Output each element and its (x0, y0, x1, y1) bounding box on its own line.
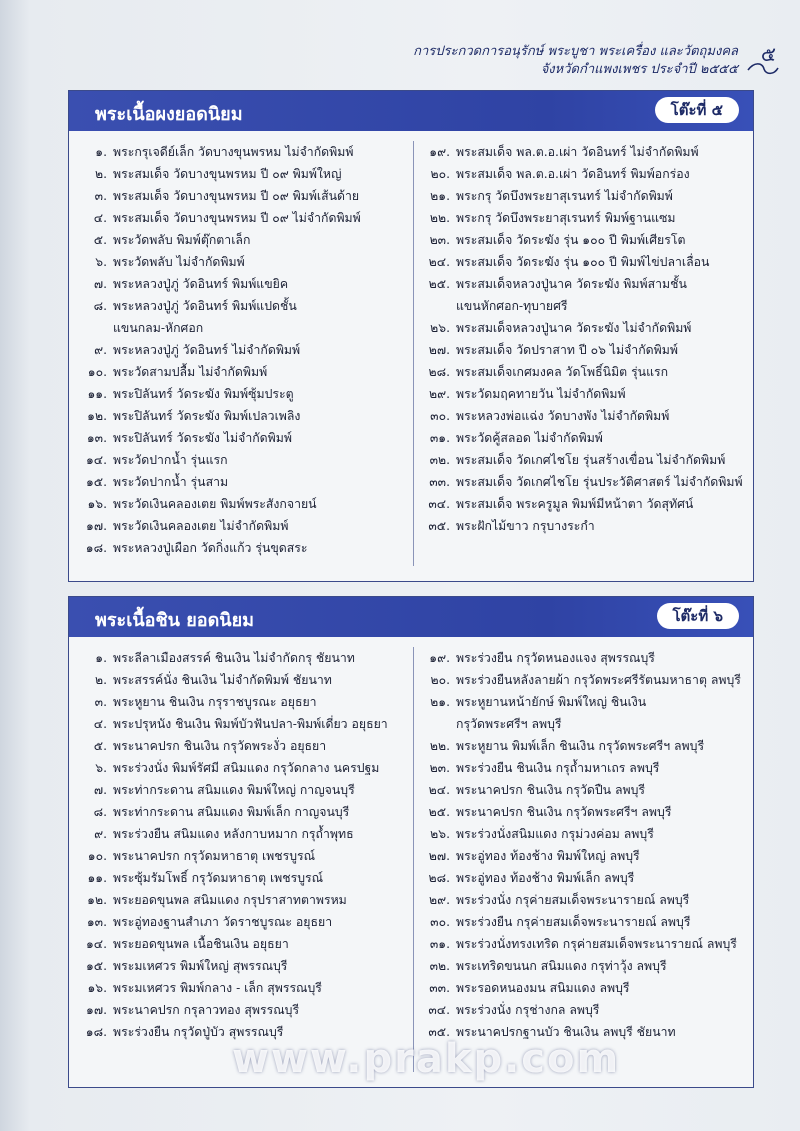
header-event-subtitle: จังหวัดกำแพงเพชร ประจำปี ๒๕๕๕ (540, 62, 738, 77)
list-item (420, 493, 756, 515)
item-text: พระวัดเงินคลองเตย พิมพ์พระสังกจายน์ (113, 497, 317, 511)
list-item (77, 823, 397, 845)
section-title: พระเนื้อผงยอดนิยม (95, 104, 243, 125)
list-item (77, 295, 397, 339)
list-item (77, 757, 397, 779)
left-column (77, 141, 397, 559)
item-number: ๑. (95, 145, 107, 159)
list-item (77, 383, 397, 405)
item-number: ๑๖. (87, 981, 107, 995)
list-item (420, 471, 756, 493)
item-number: ๑๗. (86, 1003, 107, 1017)
item-number: ๑๑. (87, 871, 107, 885)
item-number: ๓๔. (428, 1003, 450, 1017)
item-number: ๒๗. (428, 849, 450, 863)
item-number: ๓๑. (429, 431, 450, 445)
item-text: พระหลวงปู่ภู่ วัดอินทร์ พิมพ์แขยิค (113, 277, 289, 291)
list-item (420, 735, 756, 757)
page-number: ๕ (760, 42, 776, 66)
item-number: ๔. (93, 211, 107, 225)
item-text: พระสมเด็จ วัดปราสาท ปี ๐๖ ไม่จำกัดพิมพ์ (456, 343, 678, 357)
list-item (77, 339, 397, 361)
list-item (420, 207, 756, 229)
item-number: ๓๓. (429, 475, 450, 489)
list-item (77, 471, 397, 493)
list-item (77, 449, 397, 471)
item-text: พระนาคปรก กรุลาวทอง สุพรรณบุรี (113, 1003, 300, 1017)
item-text: พระร่วงยืน ชินเงิน กรุถ้ำมหาเถร ลพบุรี (456, 761, 660, 775)
item-number: ๒๘. (428, 871, 450, 885)
item-text: พระรอดหนองมน สนิมแดง ลพบุรี (456, 981, 630, 995)
item-number: ๒๐. (430, 167, 450, 181)
list-item (77, 713, 397, 735)
item-number: ๔. (93, 717, 107, 731)
item-number: ๑๕. (85, 475, 107, 489)
item-number: ๑๑. (87, 387, 107, 401)
section-header (69, 597, 753, 637)
item-number: ๓๐. (430, 409, 450, 423)
item-text: พระนาคปรก ชินเงิน กรุวัดปืน ลพบุรี (456, 783, 646, 797)
item-text: พระเทริดขนนก สนิมแดง กรุท่าวุ้ง ลพบุรี (456, 959, 667, 973)
list-item (77, 163, 397, 185)
list-item (420, 229, 756, 251)
item-number: ๑๓. (86, 431, 107, 445)
item-number: ๒. (94, 673, 107, 687)
list-item (420, 867, 756, 889)
item-number: ๑๒. (87, 409, 107, 423)
item-number: ๑๘. (85, 1025, 107, 1039)
item-number: ๓. (94, 695, 107, 709)
item-number: ๒๙. (428, 893, 450, 907)
item-text: พระหลวงพ่อแฉ่ง วัดบางพัง ไม่จำกัดพิมพ์ (456, 409, 670, 423)
list-item (420, 449, 756, 471)
list-item (77, 647, 397, 669)
item-text: พระวัดเงินคลองเตย ไม่จำกัดพิมพ์ (113, 519, 289, 533)
item-number: ๓๕. (428, 519, 450, 533)
item-number: ๒๑. (430, 189, 450, 203)
item-number: ๒๖. (430, 827, 450, 841)
item-number: ๒๓. (429, 761, 450, 775)
item-text: พระร่วงนั่ง พิมพ์รัศมี สนิมแดง กรุวัดกลาง นครปฐม (113, 761, 380, 775)
list-item (77, 229, 397, 251)
item-text: พระร่วงยืน กรุค่ายสมเด็จพระนารายณ์ ลพบุรี (456, 915, 691, 929)
list-item (77, 537, 397, 559)
item-text: พระนาคปรกฐานบัว ชินเงิน ลพบุรี ชัยนาท (456, 1025, 676, 1039)
list-item (420, 185, 756, 207)
item-text: พระหูยานหน้ายักษ์ พิมพ์ใหญ่ ชินเงิน (456, 695, 647, 709)
item-text: พระสมเด็จ พระครูมูล พิมพ์มีหน้าตา วัดสุทัศน์ (456, 497, 694, 511)
item-number: ๖. (95, 255, 107, 269)
item-text: พระสมเด็จ วัดเกศไชโย รุ่นสร้างเขื่อน ไม่จำกัดพิมพ์ (456, 453, 726, 467)
list-item (77, 691, 397, 713)
item-text: พระร่วงยืน กรุวัดหนองแจง สุพรรณบุรี (456, 651, 655, 665)
list-item (420, 801, 756, 823)
item-text: พระร่วงยืน กรุวัดปู่บัว สุพรรณบุรี (113, 1025, 284, 1039)
item-text: พระวัดมฤคทายวัน ไม่จำกัดพิมพ์ (456, 387, 626, 401)
item-number: ๒๔. (428, 255, 450, 269)
item-text: พระสมเด็จ วัดระฆัง รุ่น ๑๐๐ ปี พิมพ์ไข่ปลาเลื่อน (456, 255, 710, 269)
item-number: ๒๒. (429, 739, 450, 753)
list-item (77, 779, 397, 801)
item-number: ๒๑. (430, 695, 450, 709)
item-text-continuation: กรุวัดพระศรีฯ ลพบุรี (456, 717, 562, 731)
item-number: ๑๙. (429, 145, 450, 159)
item-text: พระลีลาเมืองสรรค์ ชินเงิน ไม่จำกัดกรุ ชัยนาท (113, 651, 355, 665)
list-item (77, 889, 397, 911)
list-item (77, 207, 397, 229)
item-text: พระวัดพลับ ไม่จำกัดพิมพ์ (113, 255, 245, 269)
item-number: ๖. (95, 761, 107, 775)
item-text-continuation: แขนกลม-หักศอก (113, 321, 204, 335)
list-item (420, 977, 756, 999)
list-item (77, 977, 397, 999)
item-number: ๘. (93, 805, 107, 819)
item-number: ๓๐. (430, 915, 450, 929)
item-number: ๑๔. (85, 453, 107, 467)
item-text: พระท่ากระดาน สนิมแดง พิมพ์เล็ก กาญจนบุรี (113, 805, 350, 819)
list-item (77, 141, 397, 163)
item-number: ๒๘. (428, 365, 450, 379)
item-number: ๙. (94, 343, 107, 357)
list-item (420, 317, 756, 339)
list-item (77, 955, 397, 977)
list-item (77, 515, 397, 537)
list-item (77, 801, 397, 823)
item-text: พระหลวงปู่เผือก วัดกิ่งแก้ว รุ่นขุดสระ (113, 541, 308, 555)
list-item (420, 845, 756, 867)
item-text: พระกรุเจดีย์เล็ก วัดบางขุนพรหม ไม่จำกัดพิมพ์ (113, 145, 354, 159)
item-number: ๗. (93, 783, 107, 797)
list-item (77, 867, 397, 889)
item-number: ๕. (93, 233, 107, 247)
list-item (420, 383, 756, 405)
item-text: พระวัดสามปลื้ม ไม่จำกัดพิมพ์ (113, 365, 268, 379)
item-text: พระร่วงนั่งทรงเทริด กรุค่ายสมเด็จพระนารายณ์ ลพบุรี (456, 937, 737, 951)
item-number: ๑๕. (85, 959, 107, 973)
list-item (420, 823, 756, 845)
list-item (420, 361, 756, 383)
item-number: ๑๔. (85, 937, 107, 951)
list-item (77, 493, 397, 515)
item-text: พระร่วงยืนหลังลายผ้า กรุวัดพระศรีรัตนมหาธาตุ ลพบุรี (456, 673, 741, 687)
list-item (77, 735, 397, 757)
item-text: พระมเหศวร พิมพ์กลาง - เล็ก สุพรรณบุรี (113, 981, 322, 995)
item-text: พระปิลันทร์ วัดระฆัง ไม่จำกัดพิมพ์ (113, 431, 292, 445)
item-number: ๑. (95, 651, 107, 665)
item-number: ๓. (94, 189, 107, 203)
item-number: ๓๕. (428, 1025, 450, 1039)
item-text: พระสมเด็จ วัดบางขุนพรหม ปี ๐๙ พิมพ์ใหญ่ (113, 167, 342, 181)
list-item (77, 185, 397, 207)
item-number: ๑๙. (429, 651, 450, 665)
item-number: ๑๓. (86, 915, 107, 929)
item-number: ๒๗. (428, 343, 450, 357)
item-text: พระท่ากระดาน สนิมแดง พิมพ์ใหญ่ กาญจนบุรี (113, 783, 355, 797)
list-item (420, 427, 756, 449)
list-item (420, 955, 756, 977)
list-item (420, 163, 756, 185)
item-number: ๑๒. (87, 893, 107, 907)
section-table-6 (68, 596, 754, 1088)
table-number-badge: โต๊ะที่ ๖ (657, 603, 740, 629)
item-text: พระวัดปากน้ำ รุ่นแรก (113, 453, 228, 467)
list-item (420, 251, 756, 273)
item-number: ๑๐. (87, 365, 107, 379)
item-text: พระร่วงนั่ง กรุช่างกล ลพบุรี (456, 1003, 600, 1017)
list-item (77, 911, 397, 933)
item-text: พระยอดขุนพล เนื้อชินเงิน อยุธยา (113, 937, 289, 951)
item-text: พระร่วงนั่งสนิมแดง กรุม่วงค่อม ลพบุรี (456, 827, 654, 841)
item-number: ๒๖. (430, 321, 450, 335)
item-text: พระซุ้มรัมโพธิ์ กรุวัดมหาธาตุ เพชรบูรณ์ (113, 871, 324, 885)
item-text: พระสมเด็จเกศมงคล วัดโพธิ์นิมิต รุ่นแรก (456, 365, 669, 379)
list-item (77, 427, 397, 449)
item-text: พระปิลันทร์ วัดระฆัง พิมพ์เปลวเพลิง (113, 409, 301, 423)
item-number: ๒๕. (428, 277, 450, 291)
item-text: พระสมเด็จ วัดระฆัง รุ่น ๑๐๐ ปี พิมพ์เศียรโต (456, 233, 686, 247)
list-item (420, 889, 756, 911)
item-text: พระสมเด็จหลวงปู่นาค วัดระฆัง พิมพ์สามชั้น (456, 277, 687, 291)
ornament-swirl-icon (746, 60, 780, 78)
item-text: พระอู่ทอง ท้องช้าง พิมพ์เล็ก ลพบุรี (456, 871, 635, 885)
list-item (420, 273, 756, 317)
item-number: ๒๓. (429, 233, 450, 247)
item-number: ๒๔. (428, 783, 450, 797)
table-number-badge: โต๊ะที่ ๕ (655, 97, 739, 123)
item-text: พระกรุ วัดบึงพระยาสุเรนทร์ ไม่จำกัดพิมพ์ (456, 189, 673, 203)
header-event-title: การประกวดการอนุรักษ์ พระบูชา พระเครื่อง และวัตถุมงคล (413, 44, 738, 59)
item-text: พระวัดปากน้ำ รุ่นสาม (113, 475, 229, 489)
item-text: พระวัดคู้สลอด ไม่จำกัดพิมพ์ (456, 431, 603, 445)
item-number: ๑๐. (87, 849, 107, 863)
list-item (420, 669, 756, 691)
item-number: ๓๑. (429, 937, 450, 951)
item-number: ๙. (94, 827, 107, 841)
item-text: พระปิลันทร์ วัดระฆัง พิมพ์ซุ้มประตู (113, 387, 294, 401)
list-item (77, 845, 397, 867)
item-text: พระหลวงปู่ภู่ วัดอินทร์ ไม่จำกัดพิมพ์ (113, 343, 301, 357)
item-text: พระสมเด็จ วัดบางขุนพรหม ปี ๐๙ ไม่จำกัดพิมพ์ (113, 211, 361, 225)
item-text: พระฝักไม้ขาว กรุบางระกำ (456, 519, 595, 533)
item-text-continuation: แขนหักศอก-ทุบายศรี (456, 299, 568, 313)
list-item (420, 405, 756, 427)
item-text: พระสมเด็จ วัดบางขุนพรหม ปี ๐๙ พิมพ์เส้นด้าย (113, 189, 360, 203)
list-item (77, 405, 397, 427)
item-text: พระนาคปรก กรุวัดมหาธาตุ เพชรบูรณ์ (113, 849, 316, 863)
item-number: ๓๔. (428, 497, 450, 511)
list-item (420, 779, 756, 801)
item-text: พระสมเด็จ พล.ต.อ.เผ่า วัดอินทร์ ไม่จำกัดพิมพ์ (456, 145, 699, 159)
item-number: ๕. (93, 739, 107, 753)
item-number: ๓๒. (429, 453, 450, 467)
item-number: ๒. (94, 167, 107, 181)
right-column (413, 141, 756, 566)
list-item (77, 999, 397, 1021)
list-item (420, 339, 756, 361)
list-item (77, 273, 397, 295)
list-item (420, 515, 756, 537)
item-number: ๒๐. (430, 673, 450, 687)
section-title: พระเนื้อชิน ยอดนิยม (95, 610, 255, 631)
item-text: พระอู่ทอง ท้องช้าง พิมพ์ใหญ่ ลพบุรี (456, 849, 640, 863)
item-text: พระสมเด็จ พล.ต.อ.เผ่า วัดอินทร์ พิมพ์อกร่อง (456, 167, 690, 181)
list-item (420, 757, 756, 779)
item-text: พระร่วงนั่ง กรุค่ายสมเด็จพระนารายณ์ ลพบุรี (456, 893, 690, 907)
list-item (420, 141, 756, 163)
list-item (420, 933, 756, 955)
item-text: พระยอดขุนพล สนิมแดง กรุปราสาทตาพรหม (113, 893, 347, 907)
item-number: ๑๗. (86, 519, 107, 533)
list-item (77, 251, 397, 273)
item-text: พระนาคปรก ชินเงิน กรุวัดพระศรีฯ ลพบุรี (456, 805, 672, 819)
section-header (69, 91, 753, 131)
item-text: พระมเหศวร พิมพ์ใหญ่ สุพรรณบุรี (113, 959, 288, 973)
list-item (420, 999, 756, 1021)
item-number: ๒๙. (428, 387, 450, 401)
item-text: พระปรุหนัง ชินเงิน พิมพ์บัวฟันปลา-พิมพ์เดี่ยว อยุธยา (113, 717, 388, 731)
list-item (77, 933, 397, 955)
right-column (413, 647, 756, 1072)
list-item (77, 669, 397, 691)
item-number: ๑๘. (85, 541, 107, 555)
item-number: ๘. (93, 299, 107, 313)
item-text: พระกรุ วัดบึงพระยาสุเรนทร์ พิมพ์ฐานแซม (456, 211, 676, 225)
item-text: พระสมเด็จ วัดเกศไชโย รุ่นประวัติศาสตร์ ไม่จำกัดพิมพ์ (456, 475, 743, 489)
list-item (77, 361, 397, 383)
item-text: พระสมเด็จหลวงปู่นาค วัดระฆัง ไม่จำกัดพิมพ์ (456, 321, 692, 335)
item-number: ๑๖. (87, 497, 107, 511)
item-text: พระหูยาน ชินเงิน กรุราชบูรณะ อยุธยา (113, 695, 317, 709)
item-text: พระสรรค์นั่ง ชินเงิน ไม่จำกัดพิมพ์ ชัยนาท (113, 673, 332, 687)
item-number: ๗. (93, 277, 107, 291)
item-text: พระร่วงยืน สนิมแดง หลังกาบหมาก กรุถ้ำพุทธ (113, 827, 354, 841)
item-number: ๓๓. (429, 981, 450, 995)
list-item (420, 911, 756, 933)
list-item (420, 647, 756, 669)
item-text: พระหูยาน พิมพ์เล็ก ชินเงิน กรุวัดพระศรีฯ ลพบุรี (456, 739, 705, 753)
item-text: พระหลวงปู่ภู่ วัดอินทร์ พิมพ์แปดชั้น (113, 299, 297, 313)
left-column (77, 647, 397, 1043)
section-table-5 (68, 90, 754, 582)
item-number: ๒๕. (428, 805, 450, 819)
watermark: www.prakp.com (232, 1036, 621, 1082)
item-text: พระวัดพลับ พิมพ์ตุ๊กตาเล็ก (113, 233, 251, 247)
item-text: พระอู่ทองฐานสำเภา วัดราชบูรณะ อยุธยา (113, 915, 333, 929)
item-text: พระนาคปรก ชินเงิน กรุวัดพระงั่ว อยุธยา (113, 739, 327, 753)
list-item (420, 691, 756, 735)
item-number: ๒๒. (429, 211, 450, 225)
item-number: ๓๒. (429, 959, 450, 973)
